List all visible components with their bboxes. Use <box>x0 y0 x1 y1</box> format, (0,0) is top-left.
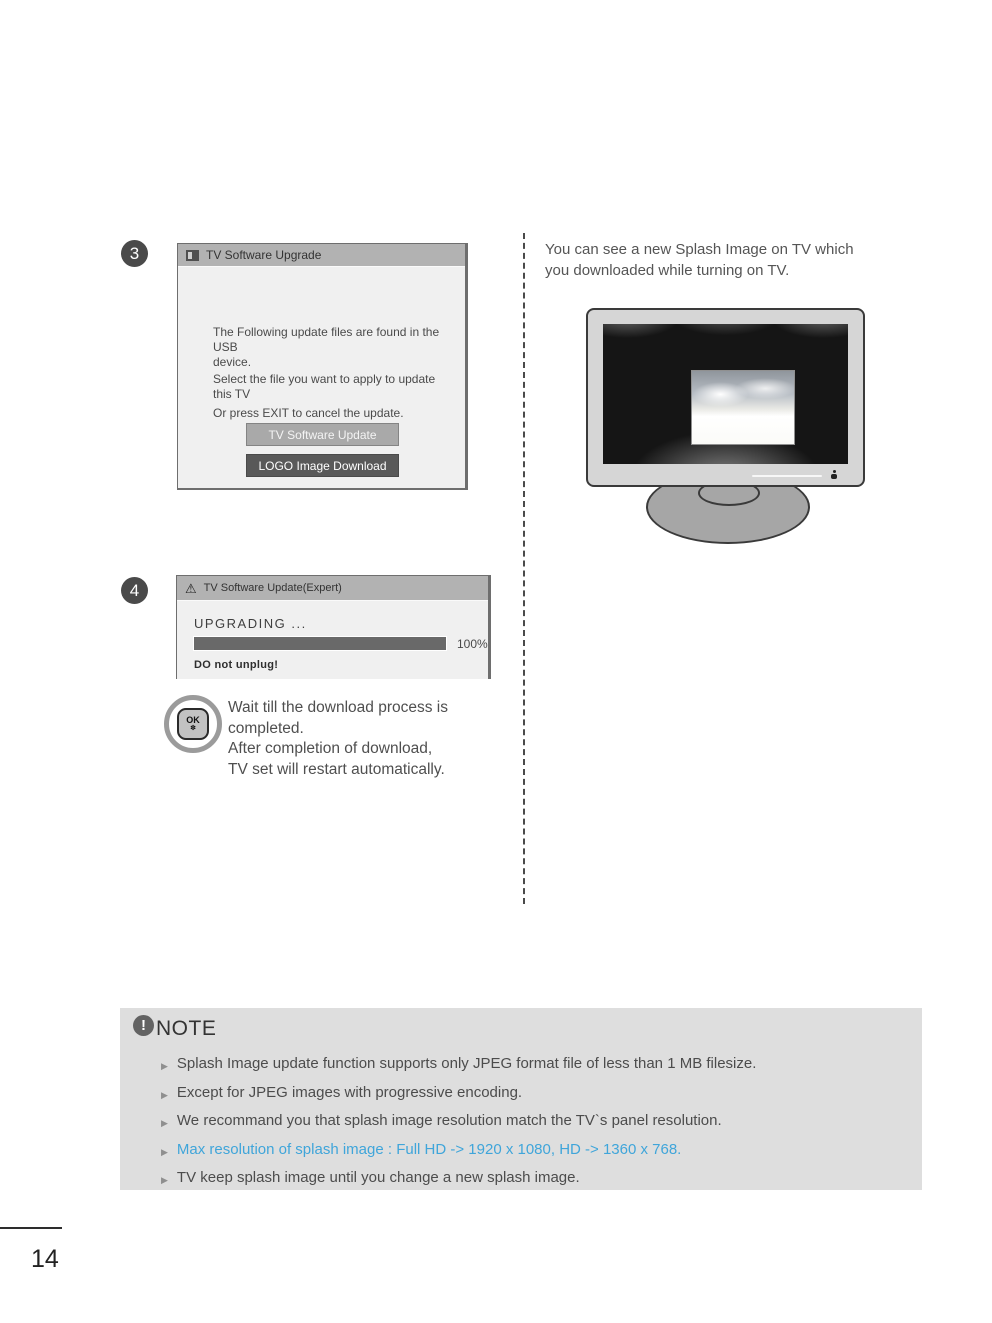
exclamation-icon: ! <box>133 1015 154 1036</box>
bullet-arrow-icon: ▶ <box>161 1146 168 1157</box>
note-title: NOTE <box>156 1017 217 1040</box>
download-wait-instructions <box>228 698 448 780</box>
note-item-max-resolution <box>161 1141 902 1161</box>
message-line: The Following update files are found in the USB <box>213 325 440 354</box>
step-3-number: 3 <box>129 243 140 263</box>
step-4-number: 4 <box>129 580 140 600</box>
bullet-arrow-icon: ▶ <box>161 1118 168 1128</box>
note-item <box>161 1169 902 1189</box>
message-line: Or press EXIT to cancel the update. <box>213 406 404 420</box>
note-header <box>133 1017 216 1041</box>
tv-bezel <box>586 308 865 487</box>
tv-software-update-expert-dialog <box>176 575 491 679</box>
tv-screen <box>603 324 848 464</box>
ok-remote-key-icon <box>164 695 222 753</box>
ok-key-label: OK <box>186 715 200 725</box>
dialog-message <box>213 325 457 421</box>
progress-bar <box>194 637 446 650</box>
note-list <box>161 1055 902 1198</box>
note-item-text: TV keep splash image until you change a new splash image. <box>176 1169 580 1186</box>
dialog-title: TV Software Upgrade <box>206 248 322 262</box>
tv-illustration <box>586 308 867 536</box>
dialog-title: TV Software Update(Expert) <box>203 582 342 594</box>
dialog-body <box>177 601 488 679</box>
tv-software-update-button[interactable]: TV Software Update <box>246 423 399 446</box>
tv-software-upgrade-dialog <box>177 243 468 490</box>
caption-line: You can see a new Splash Image on TV which <box>545 241 854 258</box>
message-line: device. <box>213 355 252 369</box>
message-line: Select the file you want to apply to update this TV <box>213 372 436 401</box>
note-item-text: We recommand you that splash image resolution match the TV`s panel resolution. <box>176 1112 722 1129</box>
note-item-text: Splash Image update function supports only JPEG format file of less than 1 MB filesize. <box>176 1055 757 1072</box>
splash-caption <box>545 239 854 281</box>
note-item <box>161 1112 902 1132</box>
progress-percent: 100% <box>457 637 488 651</box>
note-item-text: Max resolution of splash image : Full HD -> 1920 x 1080, HD -> 1360 x 768. <box>176 1140 682 1158</box>
monitor-icon <box>186 250 199 261</box>
do-not-unplug-warning: DO not unplug! <box>194 659 279 671</box>
footer-rule <box>0 1227 62 1229</box>
upgrading-status-text: UPGRADING ... <box>194 616 307 631</box>
dialog-body <box>178 267 465 488</box>
instruction-line: TV set will restart automatically. <box>228 760 445 778</box>
ok-key-symbol: ✽ <box>190 725 196 732</box>
ok-key-button <box>177 708 209 740</box>
instruction-line: completed. <box>228 719 304 737</box>
instruction-line: After completion of download, <box>228 740 433 757</box>
column-divider <box>523 233 525 904</box>
caption-line: you downloaded while turning on TV. <box>545 262 790 279</box>
step-4-badge <box>121 577 148 604</box>
step-3-badge <box>121 240 148 267</box>
page-number: 14 <box>31 1245 59 1273</box>
power-led-icon <box>831 470 838 479</box>
logo-image-download-button[interactable]: LOGO Image Download <box>246 454 399 477</box>
note-item <box>161 1055 902 1075</box>
splash-image-thumbnail <box>691 370 795 445</box>
note-item <box>161 1084 902 1104</box>
dialog-title-bar <box>177 576 488 601</box>
warning-triangle-icon: ⚠ <box>185 580 197 596</box>
bullet-arrow-icon: ▶ <box>161 1175 168 1185</box>
note-item-text: Except for JPEG images with progressive encoding. <box>176 1083 523 1101</box>
instruction-line: Wait till the download process is <box>228 699 448 716</box>
note-box <box>120 1008 922 1190</box>
dialog-title-bar <box>178 244 465 267</box>
bullet-arrow-icon: ▶ <box>161 1089 168 1100</box>
tv-bezel-highlight <box>752 475 822 477</box>
bullet-arrow-icon: ▶ <box>161 1061 168 1071</box>
